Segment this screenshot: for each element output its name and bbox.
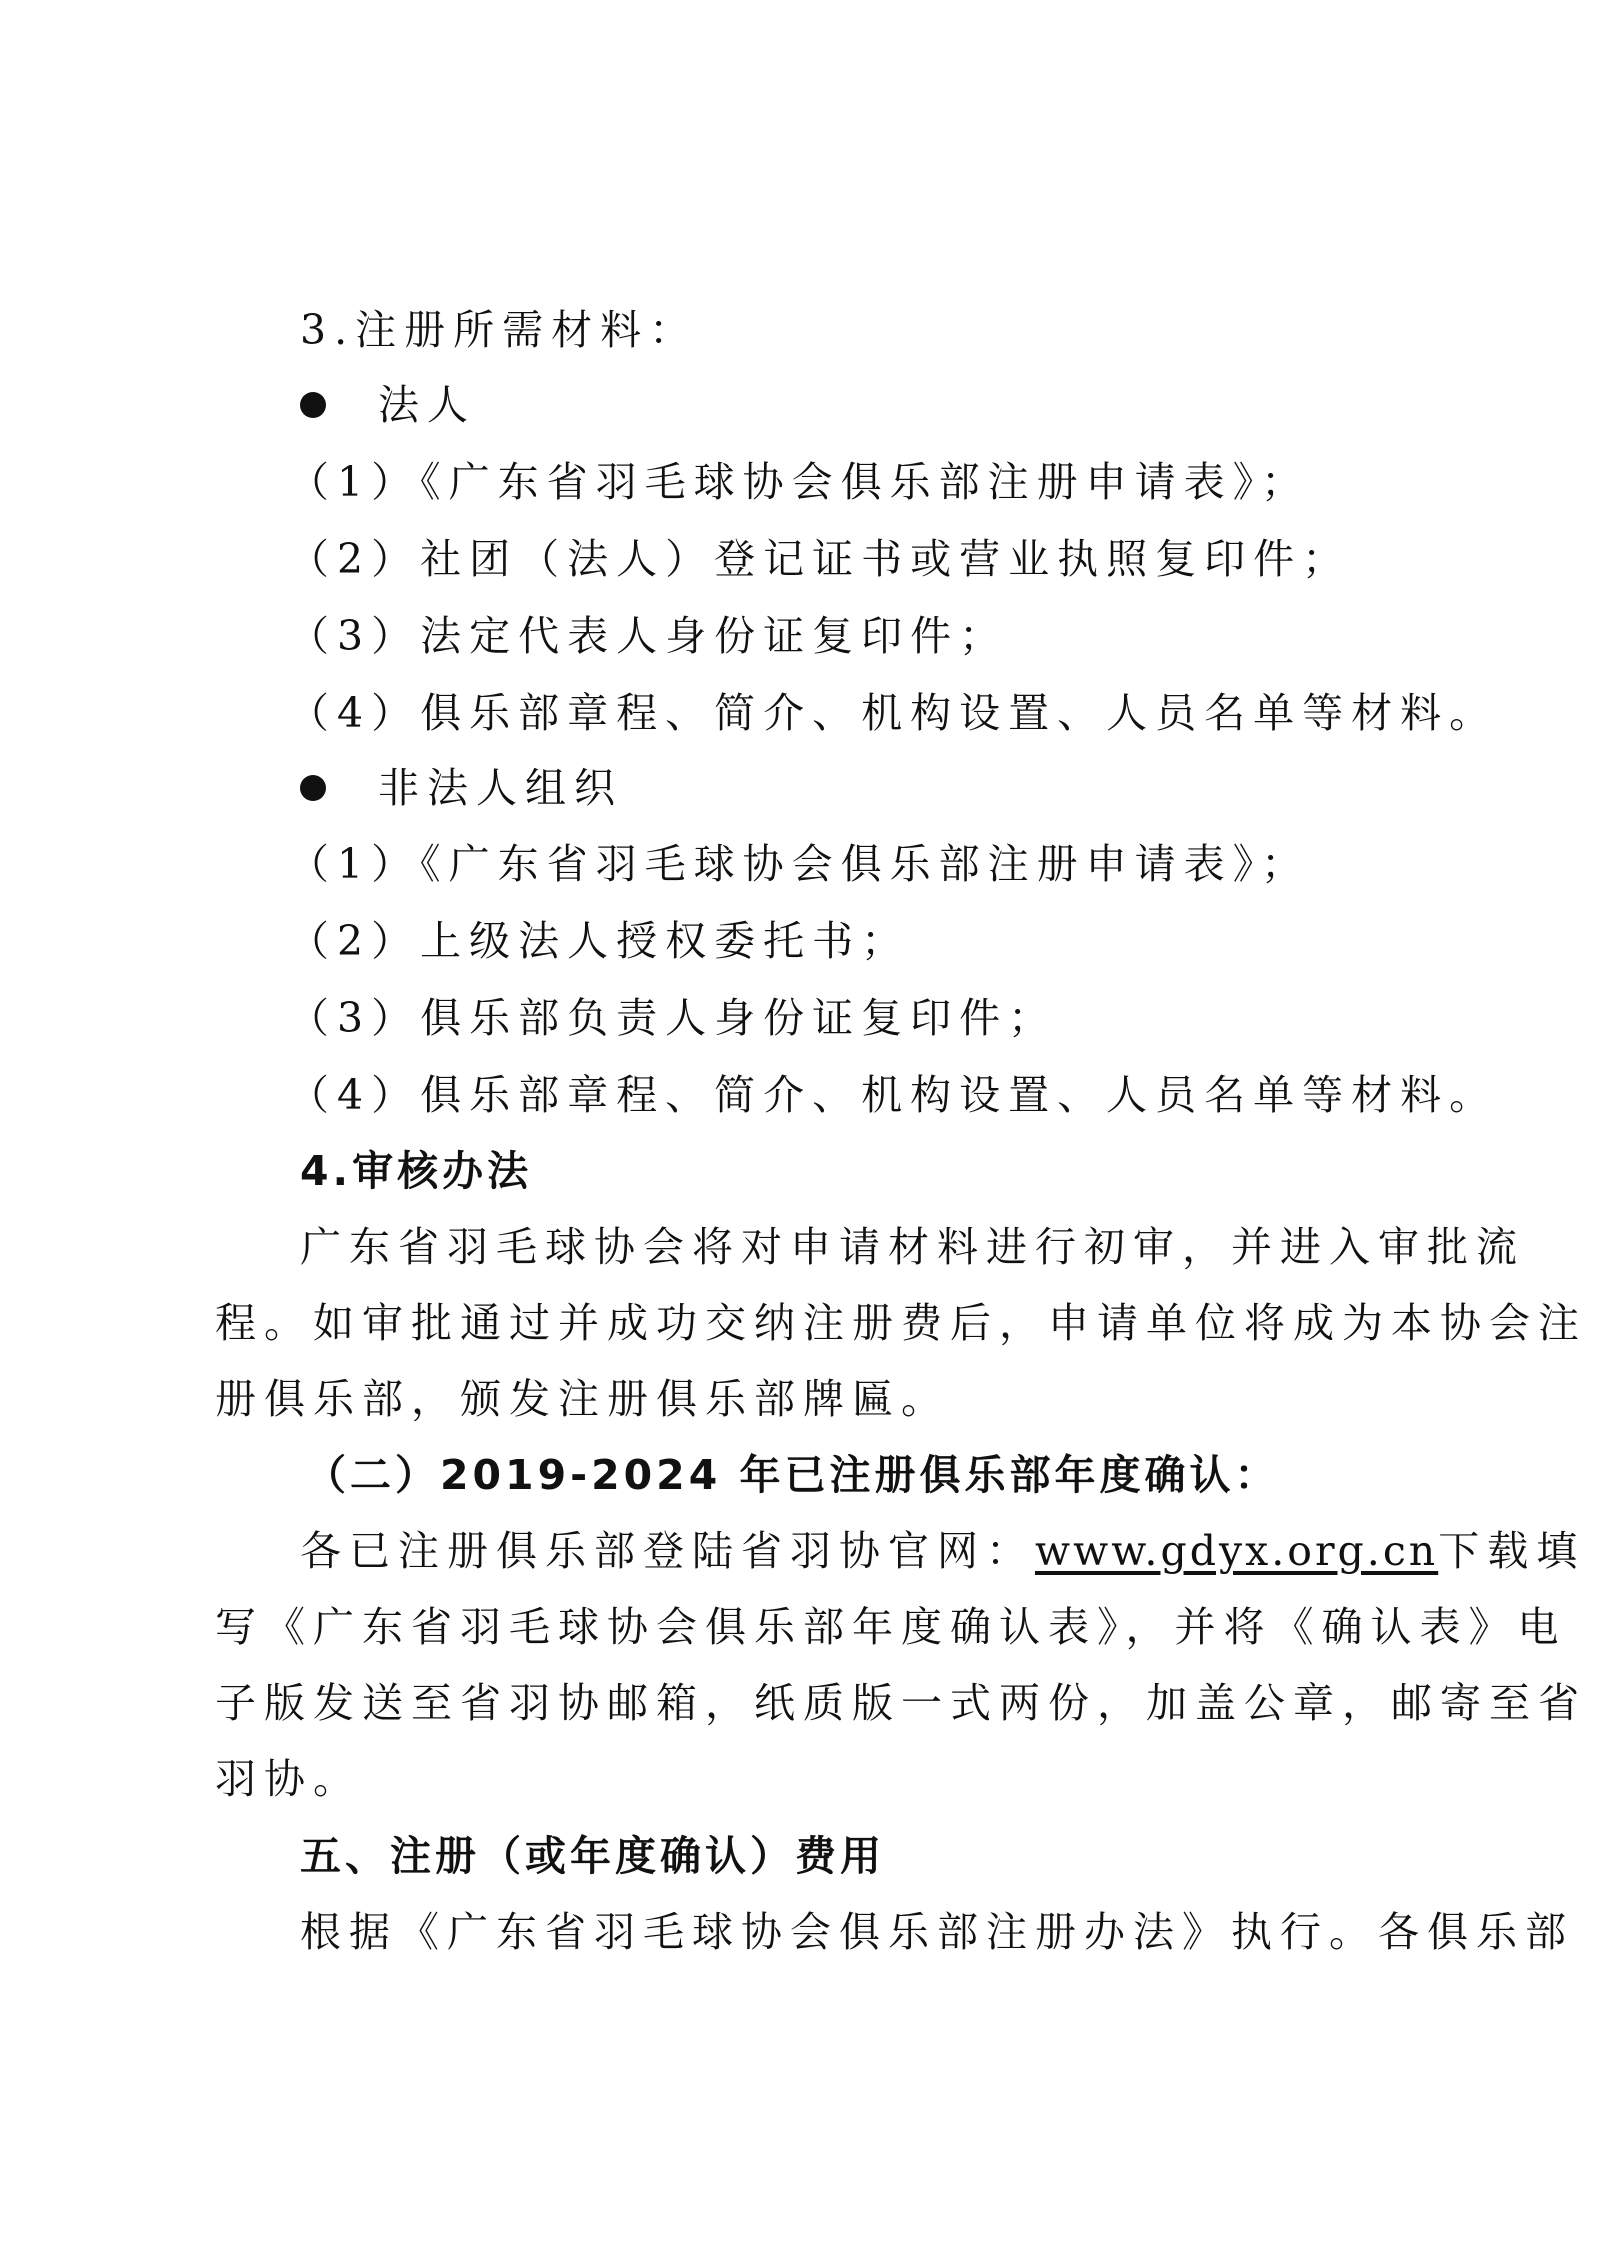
section-3-heading: 3.注册所需材料：: [300, 306, 699, 354]
legal-item-2: （2）社团（法人）登记证书或营业执照复印件；: [288, 535, 1352, 583]
non-legal-item-2: （2）上级法人授权委托书；: [288, 917, 911, 965]
legal-entity-heading-text: 法人: [378, 381, 476, 429]
non-legal-item-3: （3）俱乐部负责人身份证复印件；: [288, 994, 1058, 1042]
fee-paragraph-line-1: 根据《广东省羽毛球协会俱乐部注册办法》执行。各俱乐部: [300, 1908, 1574, 1956]
legal-entity-heading: [300, 375, 476, 435]
non-legal-item-4: （4）俱乐部章程、简介、机构设置、人员名单等材料。: [288, 1071, 1499, 1119]
non-legal-org-heading: [300, 758, 623, 818]
website-link[interactable]: www.gdyx.org.cn: [1035, 1527, 1439, 1575]
legal-item-3: （3）法定代表人身份证复印件；: [288, 612, 1009, 660]
legal-item-1: （1）《广东省羽毛球协会俱乐部注册申请表》；: [288, 458, 1311, 506]
confirm-line-suffix: 下载填: [1438, 1527, 1586, 1575]
legal-item-4: （4）俱乐部章程、简介、机构设置、人员名单等材料。: [288, 689, 1499, 737]
subsection-2-heading: （二）2019-2024 年已注册俱乐部年度确认：: [305, 1451, 1280, 1499]
confirm-paragraph-line-2: 写《广东省羽毛球协会俱乐部年度确认表》，并将《确认表》电: [215, 1603, 1567, 1651]
confirm-paragraph-line-3: 子版发送至省羽协邮箱，纸质版一式两份，加盖公章，邮寄至省: [215, 1679, 1587, 1727]
confirm-paragraph-line-4: 羽协。: [215, 1755, 362, 1803]
review-paragraph-line-2: 程。如审批通过并成功交纳注册费后，申请单位将成为本协会注: [215, 1299, 1587, 1347]
bullet-icon: [300, 392, 326, 418]
bullet-icon: [300, 775, 326, 801]
non-legal-item-1: （1）《广东省羽毛球协会俱乐部注册申请表》；: [288, 840, 1311, 888]
review-paragraph-line-1: 广东省羽毛球协会将对申请材料进行初审，并进入审批流: [300, 1223, 1525, 1271]
section-5-heading: 五、注册（或年度确认）费用: [300, 1832, 885, 1880]
non-legal-org-heading-text: 非法人组织: [378, 764, 623, 812]
section-4-heading: 4.审核办法: [300, 1147, 533, 1195]
review-paragraph-line-3: 册俱乐部，颁发注册俱乐部牌匾。: [215, 1375, 950, 1423]
confirm-paragraph-line-1: [300, 1521, 1585, 1581]
confirm-line-prefix: 各已注册俱乐部登陆省羽协官网：: [300, 1527, 1035, 1575]
